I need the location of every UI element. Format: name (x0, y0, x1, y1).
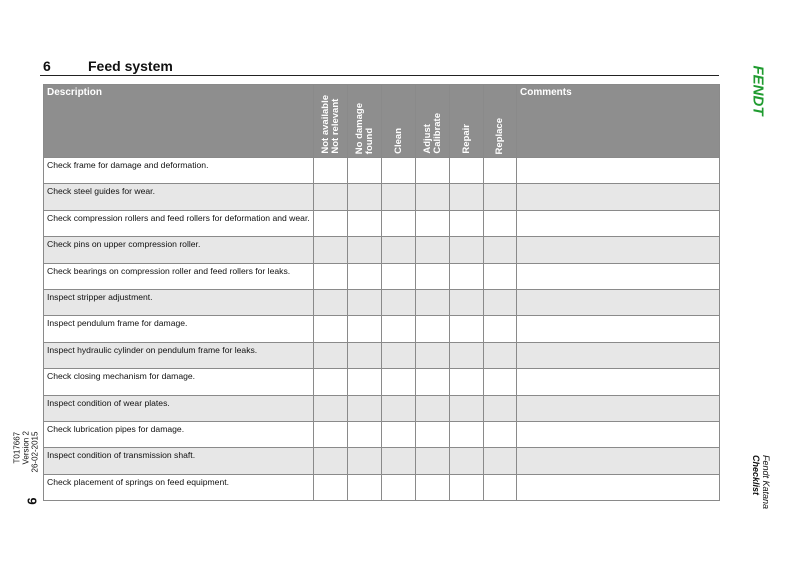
checkbox-cell-not-available[interactable] (314, 448, 348, 474)
table-row (44, 237, 720, 263)
section-number: 6 (43, 58, 51, 74)
comments-cell[interactable] (517, 395, 720, 421)
row-description: Inspect condition of transmission shaft. (44, 448, 314, 474)
checkbox-cell-replace[interactable] (484, 342, 517, 368)
checkbox-cell-repair[interactable] (450, 369, 484, 395)
checkbox-cell-repair[interactable] (450, 395, 484, 421)
checkbox-cell-no-damage[interactable] (348, 263, 382, 289)
checkbox-cell-adjust[interactable] (416, 316, 450, 342)
table-row (44, 263, 720, 289)
comments-cell[interactable] (517, 263, 720, 289)
checkbox-cell-no-damage[interactable] (348, 289, 382, 315)
checkbox-cell-no-damage[interactable] (348, 237, 382, 263)
checkbox-cell-replace[interactable] (484, 395, 517, 421)
checkbox-cell-clean[interactable] (382, 184, 416, 210)
checkbox-cell-replace[interactable] (484, 369, 517, 395)
checkbox-cell-adjust[interactable] (416, 369, 450, 395)
column-header-no-damage: No damage found (348, 85, 382, 158)
checkbox-cell-adjust[interactable] (416, 448, 450, 474)
checkbox-cell-no-damage[interactable] (348, 158, 382, 184)
brand-doc-type: Checklist (751, 454, 761, 496)
comments-cell[interactable] (517, 474, 720, 500)
checkbox-cell-clean[interactable] (382, 395, 416, 421)
table-row (44, 474, 720, 500)
checkbox-cell-repair[interactable] (450, 237, 484, 263)
comments-cell[interactable] (517, 342, 720, 368)
checkbox-cell-not-available[interactable] (314, 210, 348, 236)
column-header-description: Description (44, 85, 314, 158)
page-number: 9 (24, 497, 40, 505)
checkbox-cell-repair[interactable] (450, 263, 484, 289)
row-description: Inspect hydraulic cylinder on pendulum frame for leaks. (44, 342, 314, 368)
row-description: Check pins on upper compression roller. (44, 237, 314, 263)
checkbox-cell-no-damage[interactable] (348, 184, 382, 210)
table-row (44, 289, 720, 315)
checkbox-cell-clean[interactable] (382, 263, 416, 289)
table-row (44, 395, 720, 421)
row-description: Check closing mechanism for damage. (44, 369, 314, 395)
checkbox-cell-not-available[interactable] (314, 263, 348, 289)
table-row (44, 184, 720, 210)
checkbox-cell-not-available[interactable] (314, 184, 348, 210)
checkbox-cell-no-damage[interactable] (348, 316, 382, 342)
checkbox-cell-repair[interactable] (450, 158, 484, 184)
checkbox-cell-no-damage[interactable] (348, 421, 382, 447)
table-row (44, 421, 720, 447)
checkbox-cell-adjust[interactable] (416, 474, 450, 500)
row-description: Inspect pendulum frame for damage. (44, 316, 314, 342)
column-header-clean: Clean (382, 85, 416, 158)
checkbox-cell-adjust[interactable] (416, 158, 450, 184)
checkbox-cell-replace[interactable] (484, 316, 517, 342)
checkbox-cell-clean[interactable] (382, 421, 416, 447)
checkbox-cell-adjust[interactable] (416, 421, 450, 447)
table-row (44, 316, 720, 342)
checkbox-cell-no-damage[interactable] (348, 342, 382, 368)
checkbox-cell-adjust[interactable] (416, 342, 450, 368)
checkbox-cell-replace[interactable] (484, 421, 517, 447)
doc-date: 26-02-2015 (30, 431, 40, 473)
checkbox-cell-not-available[interactable] (314, 289, 348, 315)
column-header-adjust: Adjust Calibrate (416, 85, 450, 158)
checkbox-cell-repair[interactable] (450, 342, 484, 368)
header-rule (40, 75, 719, 76)
section-title: Feed system (88, 58, 173, 74)
checkbox-cell-adjust[interactable] (416, 289, 450, 315)
row-description: Check compression rollers and feed rollers for deformation and wear. (44, 210, 314, 236)
column-header-not-available: Not available Not relevant (314, 85, 348, 158)
table-row (44, 158, 720, 184)
table-header-row (44, 85, 720, 158)
checkbox-cell-replace[interactable] (484, 289, 517, 315)
column-header-comments: Comments (517, 85, 720, 158)
table-row (44, 369, 720, 395)
table-row (44, 342, 720, 368)
checkbox-cell-clean[interactable] (382, 369, 416, 395)
checkbox-cell-replace[interactable] (484, 448, 517, 474)
checkbox-cell-clean[interactable] (382, 316, 416, 342)
checkbox-cell-not-available[interactable] (314, 342, 348, 368)
checkbox-cell-adjust[interactable] (416, 210, 450, 236)
comments-cell[interactable] (517, 448, 720, 474)
brand-footer (750, 442, 772, 522)
doc-code: T017667 (12, 431, 22, 464)
table-row (44, 210, 720, 236)
row-description: Check frame for damage and deformation. (44, 158, 314, 184)
fendt-logo: FENDT (749, 65, 767, 115)
checkbox-cell-not-available[interactable] (314, 369, 348, 395)
checkbox-cell-clean[interactable] (382, 158, 416, 184)
row-description: Check bearings on compression roller and feed rollers for leaks. (44, 263, 314, 289)
brand-name: Fendt Katana (761, 454, 771, 510)
checkbox-cell-adjust[interactable] (416, 263, 450, 289)
checkbox-cell-no-damage[interactable] (348, 474, 382, 500)
column-header-repair: Repair (450, 85, 484, 158)
checkbox-cell-replace[interactable] (484, 210, 517, 236)
document-info (8, 420, 44, 484)
checkbox-cell-repair[interactable] (450, 474, 484, 500)
checkbox-cell-repair[interactable] (450, 316, 484, 342)
table-row (44, 448, 720, 474)
checkbox-cell-repair[interactable] (450, 210, 484, 236)
checkbox-cell-clean[interactable] (382, 289, 416, 315)
comments-cell[interactable] (517, 184, 720, 210)
checkbox-cell-replace[interactable] (484, 184, 517, 210)
checkbox-cell-clean[interactable] (382, 448, 416, 474)
checkbox-cell-clean[interactable] (382, 210, 416, 236)
checkbox-cell-replace[interactable] (484, 474, 517, 500)
checkbox-cell-no-damage[interactable] (348, 210, 382, 236)
checkbox-cell-no-damage[interactable] (348, 448, 382, 474)
checkbox-cell-replace[interactable] (484, 263, 517, 289)
doc-version: Version 2 (21, 431, 31, 465)
comments-cell[interactable] (517, 158, 720, 184)
row-description: Check placement of springs on feed equipment. (44, 474, 314, 500)
checkbox-cell-not-available[interactable] (314, 474, 348, 500)
checklist-table (43, 84, 720, 501)
comments-cell[interactable] (517, 210, 720, 236)
checkbox-cell-repair[interactable] (450, 289, 484, 315)
checkbox-cell-not-available[interactable] (314, 421, 348, 447)
checkbox-cell-no-damage[interactable] (348, 369, 382, 395)
checkbox-cell-repair[interactable] (450, 421, 484, 447)
checkbox-cell-clean[interactable] (382, 237, 416, 263)
row-description: Check lubrication pipes for damage. (44, 421, 314, 447)
checkbox-cell-not-available[interactable] (314, 395, 348, 421)
comments-cell[interactable] (517, 369, 720, 395)
comments-cell[interactable] (517, 237, 720, 263)
row-description: Check steel guides for wear. (44, 184, 314, 210)
checkbox-cell-adjust[interactable] (416, 237, 450, 263)
column-header-replace: Replace (484, 85, 517, 158)
checkbox-cell-clean[interactable] (382, 342, 416, 368)
checkbox-cell-not-available[interactable] (314, 158, 348, 184)
row-description: Inspect condition of wear plates. (44, 395, 314, 421)
checkbox-cell-adjust[interactable] (416, 184, 450, 210)
comments-cell[interactable] (517, 316, 720, 342)
checkbox-cell-repair[interactable] (450, 184, 484, 210)
checkbox-cell-not-available[interactable] (314, 237, 348, 263)
checkbox-cell-no-damage[interactable] (348, 395, 382, 421)
checkbox-cell-adjust[interactable] (416, 395, 450, 421)
comments-cell[interactable] (517, 289, 720, 315)
checkbox-cell-clean[interactable] (382, 474, 416, 500)
checkbox-cell-repair[interactable] (450, 448, 484, 474)
row-description: Inspect stripper adjustment. (44, 289, 314, 315)
comments-cell[interactable] (517, 421, 720, 447)
checkbox-cell-replace[interactable] (484, 237, 517, 263)
checkbox-cell-replace[interactable] (484, 158, 517, 184)
checkbox-cell-not-available[interactable] (314, 316, 348, 342)
